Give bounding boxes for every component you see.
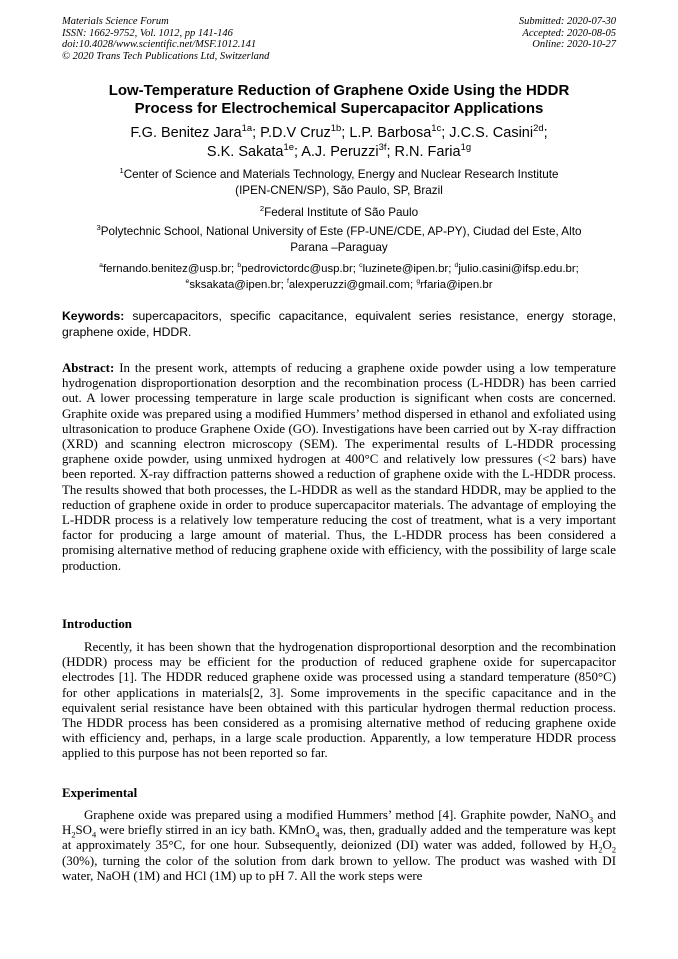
experimental-heading: Experimental xyxy=(62,786,138,800)
text-run: was, then, gradually added and the temperature was kept at approximately 35°C, for one hour. Subsequently, deionized (DI) water was added, followed by H xyxy=(62,823,616,853)
author-affiliation-mark: 1a xyxy=(241,122,253,134)
author xyxy=(301,141,395,160)
text-run: (30%), turning the color of the solution from dark brown to yellow. The product was washed with DI water, NaOH (1M) and HCl (1M) up to pH 7. All the work steps were xyxy=(62,853,616,883)
title-line-2: Process for Electrochemical Supercapacitor Applications xyxy=(134,100,544,117)
email-mark: f xyxy=(287,277,289,285)
author xyxy=(130,122,261,141)
subscript: 4 xyxy=(315,830,320,840)
affiliation-text-cont: Parana –Paraguay xyxy=(290,240,388,254)
keywords-label: Keywords: xyxy=(62,309,125,323)
author xyxy=(394,141,472,160)
journal-name: Materials Science Forum xyxy=(62,16,169,27)
email-link[interactable]: pedrovictordc@usp.br; xyxy=(241,263,360,275)
author-separator: ; xyxy=(441,125,450,141)
author-separator: ; xyxy=(252,125,261,141)
experimental-text xyxy=(62,808,616,884)
keywords-section xyxy=(62,309,616,340)
author-name: L.P. Barbosa xyxy=(349,125,432,141)
email-link[interactable]: sksakata@ipen.br; xyxy=(189,278,287,291)
affiliation-number: 3 xyxy=(96,223,101,233)
author-affiliation-mark: 1c xyxy=(431,122,442,134)
author-separator: ; xyxy=(543,125,548,141)
author-name: S.K. Sakata xyxy=(206,144,284,160)
abstract-section xyxy=(62,361,616,574)
submitted-date: Submitted: 2020-07-30 xyxy=(518,16,616,27)
doi-line[interactable]: doi:10.4028/www.scientific.net/MSF.1012.141 xyxy=(62,39,257,51)
text-run: SO xyxy=(75,823,92,838)
author-affiliation-mark: 1e xyxy=(283,141,294,153)
author xyxy=(349,122,450,141)
keywords-text: supercapacitors, specific capacitance, equivalent series resistance, energy storage, graphene oxide, HDDR. xyxy=(62,309,616,339)
author-affiliation-mark: 1g xyxy=(460,141,472,153)
author xyxy=(449,122,548,141)
affiliation-text: Center of Science and Materials Technology, Energy and Nuclear Research Institute xyxy=(123,168,559,181)
author xyxy=(206,141,302,160)
affiliation-text: Polytechnic School, National University of Este (FP-UNE/CDE, AP-PY), Ciudad del Este, Alto xyxy=(100,225,582,238)
affiliation-number: 2 xyxy=(259,204,265,214)
affiliation-text: Federal Institute of São Paulo xyxy=(264,206,419,219)
email-mark: b xyxy=(237,262,242,270)
dates-info xyxy=(519,16,616,51)
text-run: O xyxy=(602,838,612,853)
email-mark: e xyxy=(185,277,190,285)
author-name: R.N. Faria xyxy=(394,144,461,160)
accepted-date: Accepted: 2020-08-05 xyxy=(522,27,616,39)
author-affiliation-mark: 1b xyxy=(330,122,342,134)
email-mark: a xyxy=(99,262,103,270)
affiliation-3 xyxy=(62,224,616,255)
affiliation-number: 1 xyxy=(119,166,124,176)
paper-title xyxy=(62,82,616,118)
author-name: F.G. Benitez Jara xyxy=(130,125,242,141)
email-link[interactable]: julio.casini@ifsp.edu.br; xyxy=(458,263,579,275)
email-mark: d xyxy=(454,262,459,270)
email-link[interactable]: rfaria@ipen.br xyxy=(420,278,493,291)
introduction-heading: Introduction xyxy=(62,617,132,631)
introduction-text: Recently, it has been shown that the hydrogenation disproportional desorption and the recombination (HDDR) process may be efficient for the production of reduced graphene oxide for supercapacitor electrodes [1]. The HDDR reduced graphene oxide was processed using a standard temperature (850°C) for other applications in materials[2, 3]. Some improvements in the specific capacitance and in the equivalent serial resistance have been obtained with this particular hydrogen thermal reduction process. The HDDR process has been considered as a promising alternative method of reducing graphene oxide with efficiency and, perhaps, in a large scale production. Apparently, a low temperature HDDR process applied to this purpose has not been reported so far. xyxy=(62,640,616,761)
email-mark: g xyxy=(416,277,421,285)
abstract-label: Abstract: xyxy=(62,361,115,375)
author-separator: ; xyxy=(341,125,350,141)
subscript: 4 xyxy=(91,830,97,840)
subscript: 3 xyxy=(589,815,594,825)
subscript: 2 xyxy=(598,845,603,855)
author-name: P.D.V Cruz xyxy=(260,125,331,141)
text-run: and H xyxy=(62,808,616,838)
author-name: A.J. Peruzzi xyxy=(301,144,379,160)
author-affiliation-mark: 3f xyxy=(378,141,387,153)
affiliation-2 xyxy=(62,205,616,221)
journal-info xyxy=(62,16,269,62)
online-date: Online: 2020-10-27 xyxy=(532,39,616,51)
email-link[interactable]: fernando.benitez@usp.br; xyxy=(102,263,238,275)
text-run: Graphene oxide was prepared using a modified Hummers’ method [4]. Graphite powder, NaNO xyxy=(84,808,590,822)
author xyxy=(260,122,350,141)
author-separator: ; xyxy=(293,144,302,160)
affiliation-text-cont: (IPEN-CNEN/SP), São Paulo, SP, Brazil xyxy=(235,183,443,197)
author-name: J.C.S. Casini xyxy=(449,125,534,141)
issn-line: ISSN: 1662-9752, Vol. 1012, pp 141-146 xyxy=(62,27,233,39)
email-mark: c xyxy=(359,262,363,270)
affiliation-1 xyxy=(62,167,616,198)
email-list xyxy=(62,262,616,293)
author-affiliation-mark: 2d xyxy=(533,122,544,134)
copyright-line: © 2020 Trans Tech Publications Ltd, Switzerland xyxy=(62,50,270,62)
email-link[interactable]: alexperuzzi@gmail.com; xyxy=(288,278,417,291)
text-run: were briefly stirred in an icy bath. KMnO xyxy=(96,823,316,838)
author-list xyxy=(62,124,616,162)
subscript: 2 xyxy=(71,830,76,840)
email-link[interactable]: luzinete@ipen.br; xyxy=(362,263,455,275)
title-line-1: Low-Temperature Reduction of Graphene Oxide Using the HDDR xyxy=(108,82,570,99)
author-separator: ; xyxy=(386,144,395,160)
abstract-text: In the present work, attempts of reducing a graphene oxide powder using a low temperature hydrogenation disproportionation desorption and the recombination process (L-HDDR) has been carried out. A lower processing temperature in large scale production is significant when costs are concerned. Graphite oxide was prepared using a modified Hummers’ method dispersed in ethanol and exfoliated using ultrasonication to produce Graphene Oxide (GO). Investigations have been carried out by X-ray diffraction (XRD) and scanning electron microscopy (SEM). The experimental results of L-HDDR processing graphene oxide powder, using unmixed hydrogen at 400°C and relatively low pressures (<2 bars) have been reported. X-ray diffraction patterns showed a reduction of graphene oxide with the L-HDDR process. The results showed that both processes, the L-HDDR as well as the standard HDDR, may be applied to the reduction of graphene oxide in order to produce supercapacitor materials. The advantage of employing the L-HDDR process is a relatively low temperature reducing the cost of treatment, what is a very important factor for producing a large amount of material. Thus, the L-HDDR process has been considered a promising alternative method of reducing graphene oxide with efficiency, with the possibility of large scale production. xyxy=(62,361,616,573)
subscript: 2 xyxy=(611,845,616,855)
